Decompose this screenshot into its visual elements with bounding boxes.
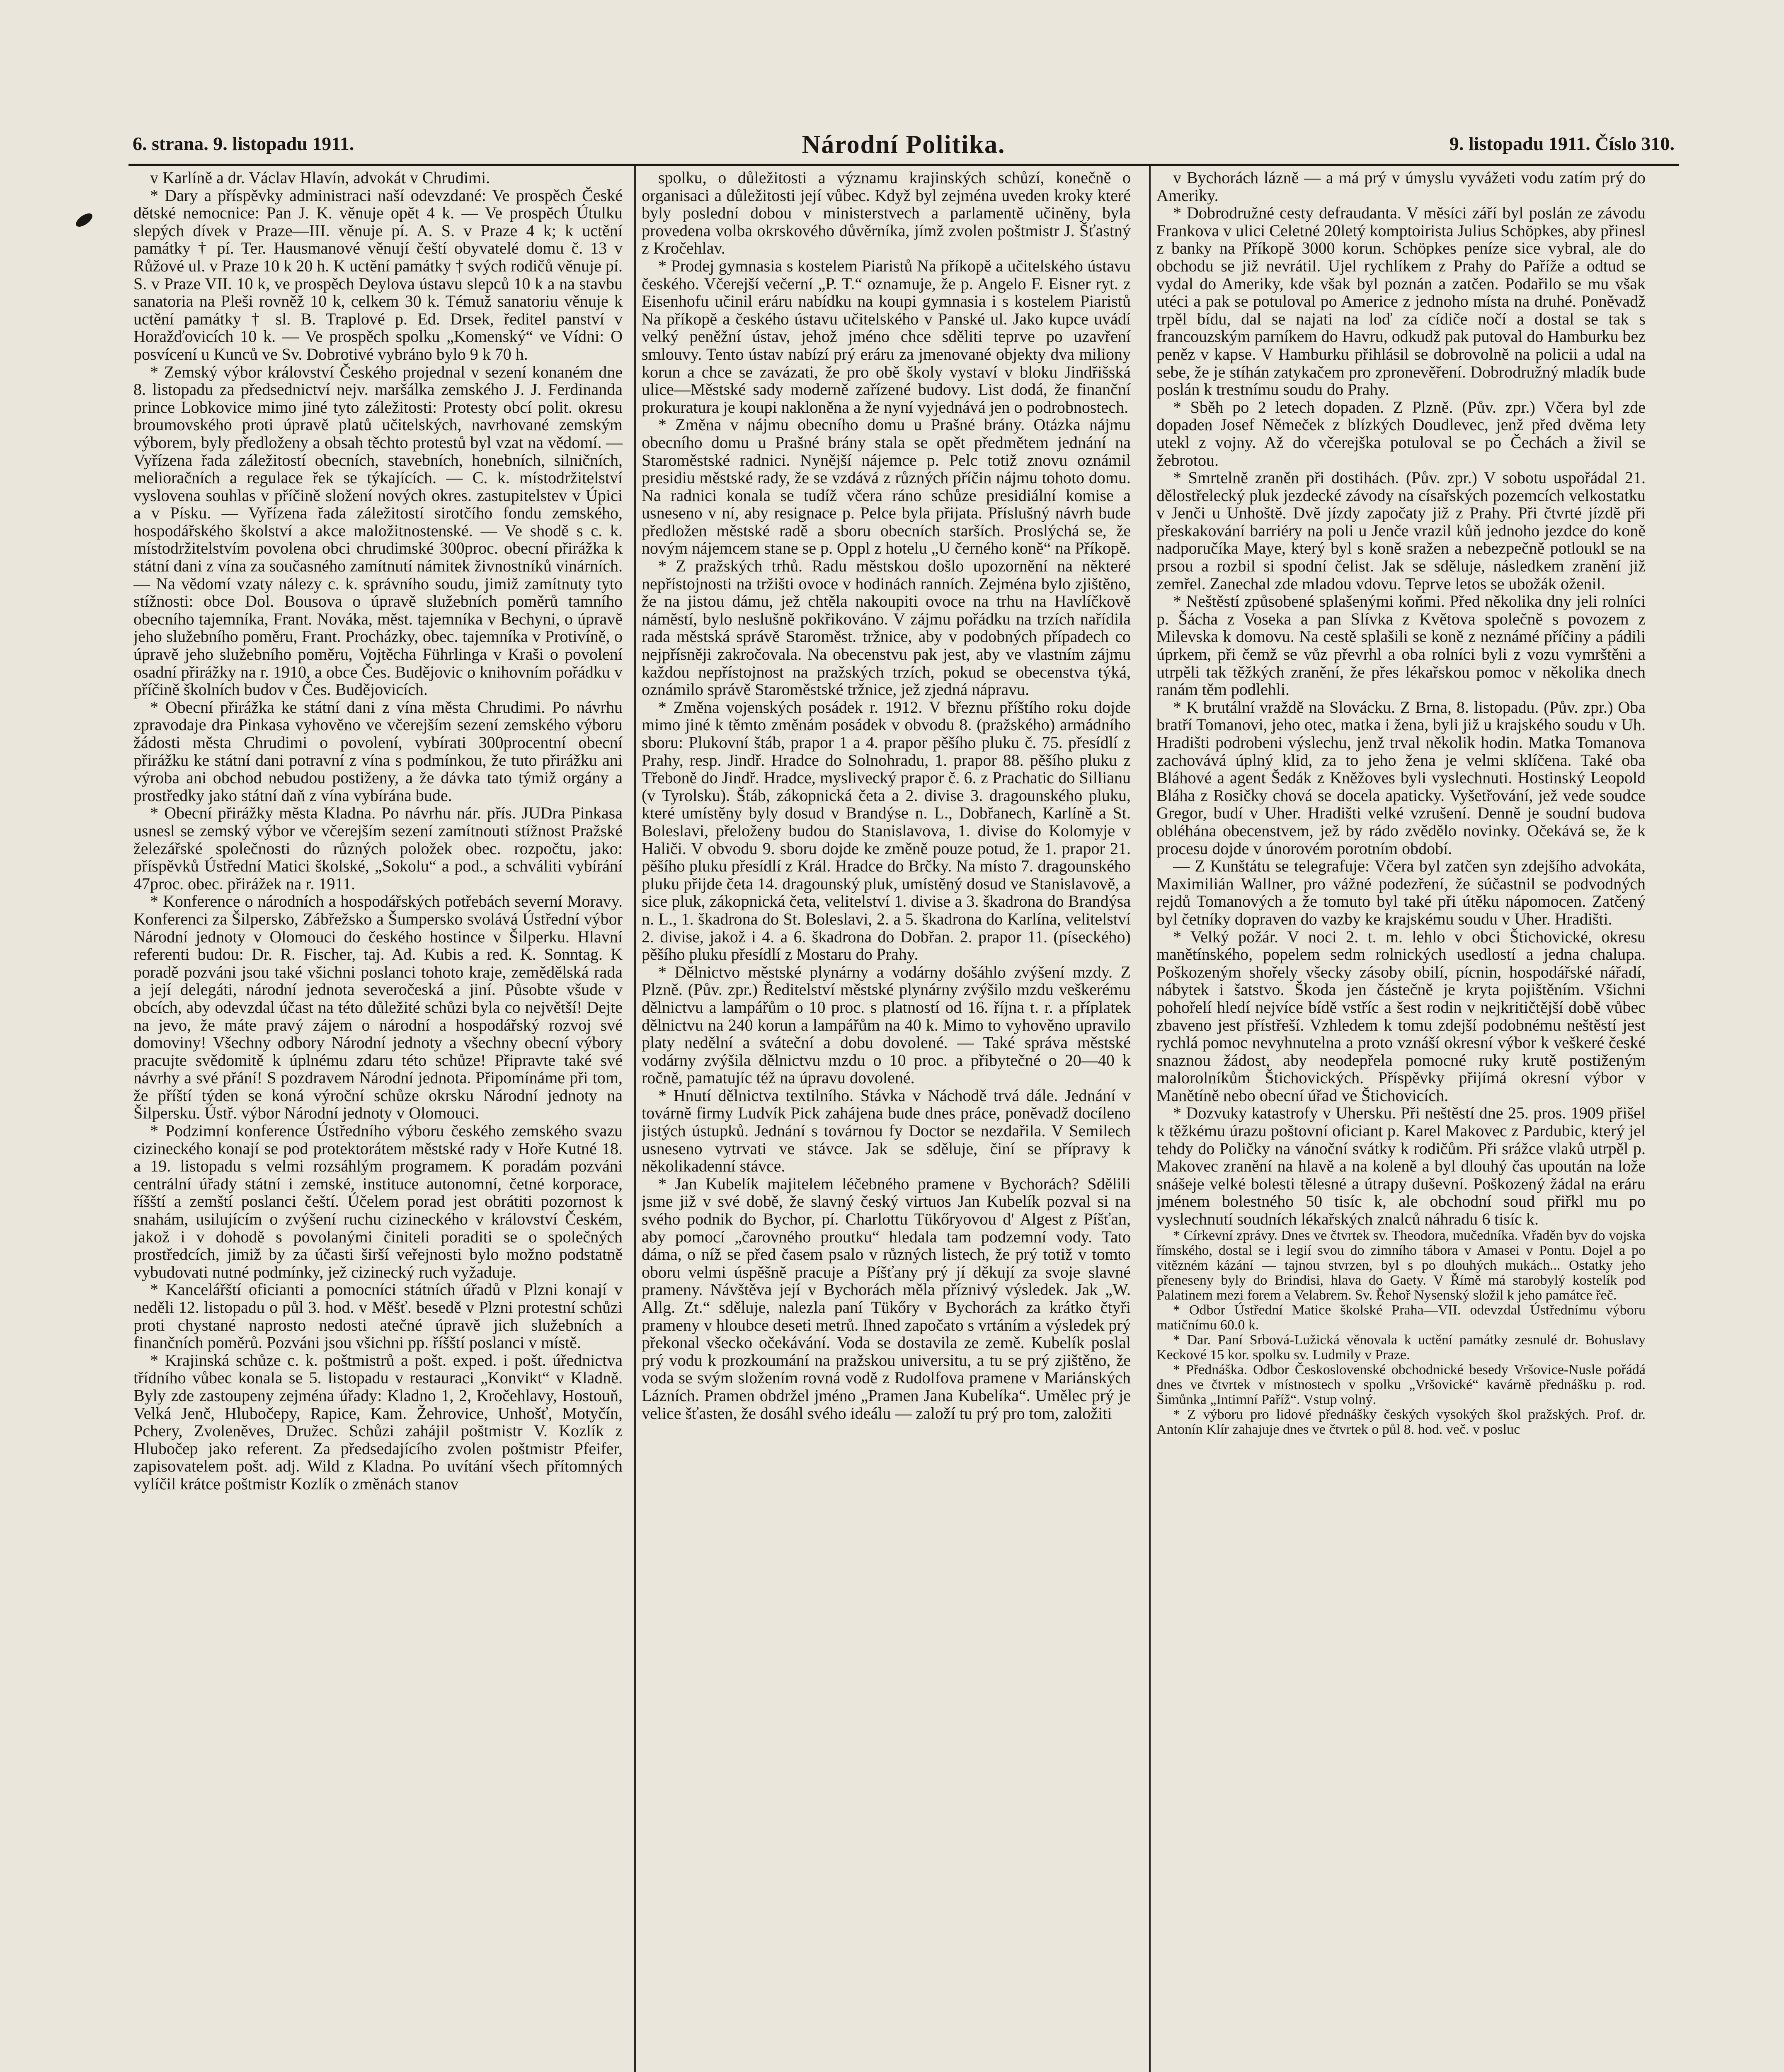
article: * Jan Kubelík majitelem léčebného pramene v Bychorách? Sdělili jsme již v své době, že slavný český virtuos Jan Kubelík pozval si na svého podnik do Bychor, pí. Charlottu Tükőryovou d' Algest z Píšťan, aby pomocí „čarovného proutku“ hledala tam podzemní vody. Tato dáma, o níž se před časem psalo v různých listech, že prý totiž v tomto oboru velmi úspěšně pracuje a Píšťany prý jí děkují za svoje slavné prameny. Návštěva její v Bychorách měla příznivý výsledek. Jak „W. Allg. Zt.“ sděluje, nalezla paní Tükőry v Bychorách za krátko čtyři prameny v hloubce deseti metrů. Ihned započato s vrtáním a výsledek prý překonal všecko očekávání. Voda se dostavila ze země. Kubelík poslal prý vodu k prozkoumání na pražskou universitu, a tu se prý zjištěno, že voda se svým složením rovná vodě z Rudolfova pramene v Mariánských Lázních. Pramen obdržel jméno „Pramen Jana Kubelíka“. Umělec prý je velice šťasten, že dosáhl svého ideálu — založí tu prý pro tom, založiti bbox=[642, 1174, 1131, 1423]
article: * Kancelářští oficianti a pomocníci státních úřadů v Plzni konají v neděli 12. listopadu o půl 3. hod. v Měšť. besedě v Plzni protestní schůzi proti chystané naprosto nedosti atečné úpravě jich služebních a finančních poměrů. Pozváni jsou všichni pp. říšští poslanci v místě. bbox=[133, 1280, 623, 1352]
ink-blot bbox=[74, 211, 95, 229]
column-3 bbox=[1156, 169, 1646, 2072]
article: * Odbor Ústřední Matice školské Praha—VII. odevzdal Ústřednímu výboru matičnímu 60.0 k. bbox=[1156, 1302, 1646, 1333]
article: v Bychorách lázně — a má prý v úmyslu vyvážeti vodu zatím prý do Ameriky. bbox=[1156, 169, 1646, 205]
article: v Karlíně a dr. Václav Hlavín, advokát v Chrudimi. bbox=[150, 169, 490, 187]
article: * Dělnictvo městské plynárny a vodárny došáhlo zvýšení mzdy. Z Plzně. (Pův. zpr.) Ředitelství městské plynárny zvýšilo mzdu veškerému dělnictvu a lampářům o 10 proc. s platností od 16. října t. r. a příplatek dělnictvu na 240 korun a lampářům na 40 k. Mimo to vyhověno upravilo platy nedělní a sváteční a dobu dovolené. — Také správa městské vodárny zvýšila dělnictvu mzdu o 10 proc. a přibytečné o 20—40 k ročně, pamatujíc též na úpravu dovolené. bbox=[642, 962, 1131, 1087]
article: * Zemský výbor království Českého projednal v sezení konaném dne 8. listopadu za předsednictví nejv. maršálka zemského J. J. Ferdinanda prince Lobkovice mimo jiné tyto záležitosti: Protesty obcí polit. okresu broumovského proti úpravě platů učitelských, navrhované zemským výborem, byly předloženy a obsah těchto protestů byl vzat na vědomí. — Vyřízena řada záležitostí obecních, stavebních, honebních, silničních, melioračních a regulace řek se týkajících. — C. k. místodržitelství vyslovena souhlas v příčině složení nových okres. zastupitelstev v Úpici a v Písku. — Vyřízena řada záležitostí sirotčího fondu zemského, hospodářského školství a akce maložitnostenské. — Ve shodě s c. k. místodržitelstvím povolena obci chrudimské 300proc. obecní přirážka k státní dani z vína za současného zamítnutí námitek živnostníků vinárních. — Na vědomí vzaty nálezy c. k. správního soudu, jimiž zamítnuty tyto stížnosti: obce Dol. Bousova o úpravě služebních poměrů tamního obecního tajemníka, Frant. Nováka, měst. tajemníka v Bechyni, o úpravě jeho služebního poměru, Frant. Procházky, obec. tajemníka v Protivíně, o úpravě jeho služebního poměru, Vojtěcha Führlinga v Kraši o povolení osadní přirážky na r. 1910, a obce Čes. Budějovic o knihovním pořádku v příčině školních budov v Čes. Budějovicích. bbox=[133, 362, 623, 699]
article: * Z pražských trhů. Radu městskou došlo upozornění na některé nepřístojnosti na tržišti ovoce v hodinách ranních. Zejména bylo zjištěno, že na jistou dámu, jež chtěla nakoupiti ovoce na trhu na Havlíčkově náměstí, bylo neslušně pokřikováno. V zájmu pořádku na trzích nařídila rada městská správě Staroměst. tržnice, aby v podobných případech co nejpřísněji zakročovala. Na obecenstvu pak jest, aby ve vlastním zájmu každou nepřístojnost na pražských trzích, pokud se obecenstva týká, oznámilo správě Staroměstské tržnice, jež zjedná nápravu. bbox=[642, 557, 1131, 699]
article: * K brutální vraždě na Slovácku. Z Brna, 8. listopadu. (Pův. zpr.) Oba bratří Tomanovi, jeho otec, matka i žena, byli již u krajského soudu v Uh. Hradišti podrobeni výslechu, jenž trval několik hodin. Matka Tomanova zachovává úplný klid, za to jeho žena je velmi sklíčena. Také oba Bláhové a agent Šedák z Kněžoves byli vyslechnuti. Hostinský Leopold Bláha z Rosičky chová se docela apaticky. Vyšetřování, jež vede soudce Gregor, budí v Uher. Hradišti velké vzrušení. Denně je soudní budova obléhána obecenstvem, jež by rádo zvědělo novinky. Očekává se, že k procesu dojde v únorovém porotním období. bbox=[1156, 697, 1646, 858]
article: * Změna v nájmu obecního domu u Prašné brány. Otázka nájmu obecního domu u Prašné brány stala se opět předmětem jednání na Staroměstské radnici. Nynější nájemce p. Pelc totiž znovu oznámil presidiu městské rady, že se vzdává z různých příčin nájmu tohoto domu. Na radnici konala se tudíž včera ráno schůze presidiální komise a usneseno v ní, aby resignace p. Pelce byla přijata. Příslušný návrh bude předložen městské radě a sboru obecních starších. Proslýchá se, že novým nájemcem stane se p. Oppl z hotelu „U černého koně“ na Příkopě. bbox=[642, 415, 1131, 558]
article: * Neštěstí způsobené splašenými koňmi. Před několika dny jeli rolníci p. Šácha z Voseka a pan Slívka z Květova společně s povozem z Milevska k domovu. Na cestě splašili se koně z neznámé příčiny a pádili úprkem, při čemž se vůz převrhl a oba rolníci byli z vozu vymrštěni a utrpěli tak těžkých zranění, že přes lékařskou pomoc v několika dnech ranám těm podlehli. bbox=[1156, 592, 1646, 699]
article: * Dobrodružné cesty defraudanta. V měsíci září byl poslán ze závodu Frankova v ulici Celetné 20letý komptoirista Julius Schöpkes, aby přinesl z banky na Příkopě 3000 korun. Schöpkes peníze sice vybral, ale do obchodu se již nevrátil. Ujel rychlíkem z Prahy do Paříže a odtud se vydal do Ameriky, kde však byl poznán a zatčen. Podařilo se mu však utéci a pak se potuloval po Americe z jednoho místa na druhé. Poněvadž trpěl bídu, dal se najati na loď za cídiče nočí a dostal se tak s francouzským parníkem do Havru, odkudž pak putoval do Hamburku bez peněz v kapse. V Hamburku přihlásil se dobrovolně na policii a udal na sebe, že je stíhán zatykačem pro zpronevěření. Dobrodružný mladík bude poslán k trestnímu soudu do Prahy. bbox=[1156, 203, 1646, 399]
article: * Hnutí dělnictva textilního. Stávka v Náchodě trvá dále. Jednání v továrně firmy Ludvík Pick zahájena bude dnes práce, poněvadž docíleno jistých ústupků. Jednání s továrnou fy Doctor se nezdařila. V Semilech usneseno vytrvati ve stávce. Jak se sděluje, činí se přípravy k několikadenní stávce. bbox=[642, 1086, 1131, 1176]
article: * Velký požár. V noci 2. t. m. lehlo v obci Štichovické, okresu manětínského, popelem sedm rolnických usedlostí a jedna chalupa. Poškozeným shořely všecky zásoby obilí, pícnin, hospodářské nářadí, nábytek i šatstvo. Škoda jen částečně je kryta pojištěním. Všichni pohořelí hledí nejvíce bídě vstříc a šest rodin v nejkritičtější době vůbec zbaveno jest přístřeší. Vzhledem k tomu zdejší podobnému neštěstí jest rychlá pomoc nevyhnutelna a proto vznáší okresní výbor k veškeré české snaznou žádost, aby neodepřela pomocné ruky krutě postiženým malorolníkům Štichovických. Příspěvky přijímá okresní výbor v Manětíně nebo obecní úřad ve Štichovicích. bbox=[1156, 927, 1646, 1105]
article: * Změna vojenských posádek r. 1912. V březnu příštího roku dojde mimo jiné k těmto změnám posádek v obvodu 8. (pražského) armádního sboru: Plukovní štáb, prapor 1 a 4. prapor pěšího pluku č. 75. přesídlí z Prahy, resp. Jindř. Hradce do Solnohradu, 1. prapor 88. pěšího pluku z Třeboně do Jindř. Hradce, myslivecký prapor č. 6. z Prachatic do Sillianu (v Tyrolsku). Štáb, zákopnická četa a 2. divise 3. dragounského pluku, které umístěny byly dosud v Brandýse n. L., Dobřanech, Karlíně a St. Boleslavi, přeloženy budou do Stanislavova, 1. divise do Kolomyje v Haliči. V obvodu 9. sboru dojde ke změně pouze potud, že 1. prapor 21. pěšího pluku přesídlí z Král. Hradce do Brčky. Na místo 7. dragounského pluku přijde četa 14. dragounský pluk, umístěný dosud ve Stanislavově, a sice pluk, zákopnická četa, velitelství 1. divise a 3. škadrona do Brandýsa n. L., 1. škadrona do St. Boleslavi, 2. a 5. škadrona do Karlína, velitelství 2. divise, jakož i 4. a 6. škadrona do Dobřan. 2. prapor 11. (píseckého) pěšího pluku přesídlí z Mostaru do Prahy. bbox=[642, 697, 1131, 964]
article: * Přednáška. Odbor Československé obchodnické besedy Vršovice-Nusle pořádá dnes ve čtvrtek v místnostech v spolku „Vršovické“ kavárně přednášku p. rod. Šimůnka „Intimní Paříž“. Vstup volný. bbox=[1156, 1362, 1646, 1407]
article: * Krajinská schůze c. k. poštmistrů a pošt. exped. i pošt. úřednictva třídního vůbec konala se 5. listopadu v restauraci „Konvikt“ v Kladně. Byly zde zastoupeny zejména úřady: Kladno 1, 2, Kročehlavy, Hostouň, Velká Jenč, Hlubočepy, Rapice, Kam. Žehrovice, Unhošť, Motyčín, Pchery, Zvoleněves, Družec. Schůzi zahájil poštmistr V. Kozlík z Hlubočep jako referent. Za předsedajícího zvolen poštmistr Pfeifer, zapisovatelem pošt. adj. Wild z Kladna. Po uvítání všech přítomných vylíčil krátce poštmistr Kozlík o změnách stanov bbox=[133, 1351, 623, 1493]
article: * Z výboru pro lidové přednášky českých vysokých škol pražských. Prof. dr. Antonín Klír zahajuje dnes ve čtvrtek o půl 8. hod. več. v posluc bbox=[1156, 1406, 1646, 1437]
column-divider bbox=[634, 166, 636, 2072]
header-rule bbox=[128, 164, 1679, 166]
article: * Smrtelně zraněn při dostihách. (Pův. zpr.) V sobotu uspořádal 21. dělostřelecký pluk jezdecké závody na císařských pozemcích velkostatku v Jenči u Unhoště. Dvě jízdy započaty již z Prahy. Při čtvrté jízdě při přeskakování barriéry na poli u Jenče vrazil kůň jednoho jezdce do koně nadporučíka Maye, který byl s koně sražen a nebezpečně potloukl se na prsou a rozbil si spodní čelist. Jak se sděluje, následkem zranění již zemřel. Zanechal zde mladou vdovu. Teprve letos se ubožák oženil. bbox=[1156, 468, 1646, 593]
article: * Obecní přirážky města Kladna. Po návrhu nár. přís. JUDra Pinkasa usnesl se zemský výbor ve včerejším sezení zamítnouti stížnost Pražské železářské společnosti do různých položek obec. rozpočtu, jako: příspěvků Ústřední Matici školské, „Sokolu“ a pod., a schváliti vybírání 47proc. obec. přirážek na r. 1911. bbox=[133, 804, 623, 893]
article: * Podzimní konference Ústředního výboru českého zemského svazu cizineckého konají se pod protektorátem městské rady v Hoře Kutné 18. a 19. listopadu s velmi rozsáhlým programem. K poradám pozváni centrální úřady státní i zemské, instituce autonomní, četné korporace, říšští a zemští poslanci čeští. Účelem porad jest obrátiti pozornost k snahám, usilujícím o zvýšení ruchu cizineckého v království Českém, jakož i v dohodě s povolanými činiteli poraditi se o společných prostředcích, jimiž by za účasti širší veřejnosti bylo možno podstatně vybudovati nutné podmínky, jež cizinecký ruch vyžaduje. bbox=[133, 1121, 623, 1281]
article: * Církevní zprávy. Dnes ve čtvrtek sv. Theodora, mučedníka. Vřaděn byv do vojska římského, dostal se i legií svou do zimního tábora v Amasei v Pontu. Dojel a po vitězném kázání — tajnou stvrzen, byl s po dlouhých mukách... Ostatky jeho přeneseny byly do Brindisi, hlava do Gaety. V Římě má starobylý kostelík pod Palatinem mezi forem a Velabrem. Sv. Řehoř Nysenský složil k jeho památce řeč. bbox=[1156, 1227, 1646, 1303]
column-1 bbox=[133, 169, 623, 2072]
article: * Dary a příspěvky administraci naší odevzdané: Ve prospěch České dětské nemocnice: Pan J. K. věnuje opět 4 k. — Ve prospěch Útulku slepých dívek v Praze—III. věnuje pí. A. S. v Praze 4 k; k uctění památky † pí. Ter. Hausmanové věnují čeští obyvatelé domu č. 13 v Růžové ul. v Praze 10 k 20 h. K uctění památky † svých rodičů věnuje pí. S. v Praze VII. 10 k, ve prospěch Deylova ústavu slepců 10 k a na stavbu sanatoria na Pleši rovněž 10 k, celkem 30 k. Témuž sanatoriu věnuje k uctění památky † sl. B. Traplové p. Ed. Drsek, ředitel panství v Horažďovicích 10 k. — Ve prospěch spolku „Komenský“ ve Vídni: O posvícení u Kunců ve Sv. Dobrotivé vybráno bylo 9 k 70 h. bbox=[133, 186, 623, 363]
page-header bbox=[133, 133, 1675, 162]
column-divider bbox=[1149, 166, 1151, 2072]
article: spolku, o důležitosti a významu krajinských schůzí, konečně o organisaci a důležitosti její vůbec. Když byl zejména uveden kroky které byly poslední dobou v ministerstvech a parlamentě učiněny, byla provedena volba okrskového důvěrníka, jímž zvolen poštmistr J. Šťastný z Kročehlav. bbox=[642, 169, 1131, 258]
article: * Sběh po 2 letech dopaden. Z Plzně. (Pův. zpr.) Včera byl zde dopaden Josef Němeček z blízkých Doudlevec, jenž před dvěma lety utekl z vojny. Až do včerejška potuloval se po Čechách a živil se žebrotou. bbox=[1156, 397, 1646, 470]
header-right: 9. listopadu 1911. Číslo 310. bbox=[1449, 133, 1675, 154]
article: * Dar. Paní Srbová-Lužická věnovala k uctění památky zesnulé dr. Bohuslavy Keckové 15 kor. spolku sv. Ludmily v Praze. bbox=[1156, 1332, 1646, 1363]
article: — Z Kunštátu se telegrafuje: Včera byl zatčen syn zdejšího advokáta, Maximilián Wallner, pro vážné podezření, že súčastnil se podvodných rejdů Tomanových a že tomuto byl také při útěku nápomocen. Zatčený byl četníky dopraven do vazby ke krajskému soudu v Uher. Hradišti. bbox=[1156, 857, 1646, 928]
article: * Dozvuky katastrofy v Uhersku. Při neštěstí dne 25. pros. 1909 přišel k těžkému úrazu poštovní oficiant p. Karel Makovec z Pardubic, který jel tehdy do Poličky na vánoční svátky k rodičům. Při srážce vlaků utrpěl p. Makovec zranění na hlavě a na koleně a byl dlouhý čas upoután na lože snášeje velké bolesti tělesné a útrapy duševní. Poškozený žádal na eráru jménem bolestného 50 tisíc k, ale obchodní soud přiřkl mu po vyslechnutí soudních lékařských znalců náhradu 6 tisíc k. bbox=[1156, 1104, 1646, 1229]
article: * Obecní přirážka ke státní dani z vína města Chrudimi. Po návrhu zpravodaje dra Pinkasa vyhověno ve včerejším sezení zemského výboru žádosti města Chrudimi o povolení, vybírati 300procentní obecní přirážku ke státní dani potravní z vína s podmínkou, že tuto přirážku ani výroba ani obchod nebudou postiženy, a že dávka tato týmiž orgány a prostředky jako státní daň z vína vybírána bude. bbox=[133, 697, 623, 805]
column-2 bbox=[642, 169, 1131, 2072]
article: * Konference o národních a hospodářských potřebách severní Moravy. Konferenci za Šilpersko, Zábřežsko a Šumpersko svolává Ústřední výbor Národní jednoty v Olomouci do českého hostince v Šilperku. Hlavní referenti budou: Dr. R. Fischer, taj. Ad. Kubis a red. K. Sonntag. K poradě pozváni jsou také všichni poslanci tohoto kraje, zemědělská rada a její delegáti, národní jednota severočeská a jiní. Působte všude v obcích, aby odevzdal účast na této důležité schůzi byla co největší! Dejte na jevo, že máte pravý zájem o národní a hospodářský rozvoj své domoviny! Všechny odbory Národní jednoty a všechny obecní výbory pracujte svědomitě k úplnému zdaru této schůze! Připravte také své návrhy a své přání! S pozdravem Národní jednota. Připomínáme při tom, že příští týden se koná výroční schůze okrsku Národní jednoty na Šilpersku. Ústř. výbor Národní jednoty v Olomouci. bbox=[133, 892, 623, 1123]
masthead: Národní Politika. bbox=[802, 131, 1006, 159]
header-left: 6. strana. 9. listopadu 1911. bbox=[133, 133, 354, 154]
article: * Prodej gymnasia s kostelem Piaristů Na příkopě a učitelského ústavu českého. Včerejší večerní „P. T.“ oznamuje, že p. Angelo F. Eisner ryt. z Eisenhofu učinil eráru nabídku na koupi gymnasia i s kostelem Piaristů Na příkopě a českého ústavu učitelského v Panské ul. Jako kupce uvádí velký peněžní ústav, jehož jméno chce sděliti teprve po uzavření smlouvy. Tento ústav nabízí prý eráru za jmenované objekty dva miliony korun a chce se zavázati, že pro obě školy vystaví v bloku Jindřišská ulice—Městské sady moderně zařízené budovy. List dodá, že finanční prokuratura je koupi nakloněna a že nyní vyjednává jen o podrobnostech. bbox=[642, 256, 1131, 416]
